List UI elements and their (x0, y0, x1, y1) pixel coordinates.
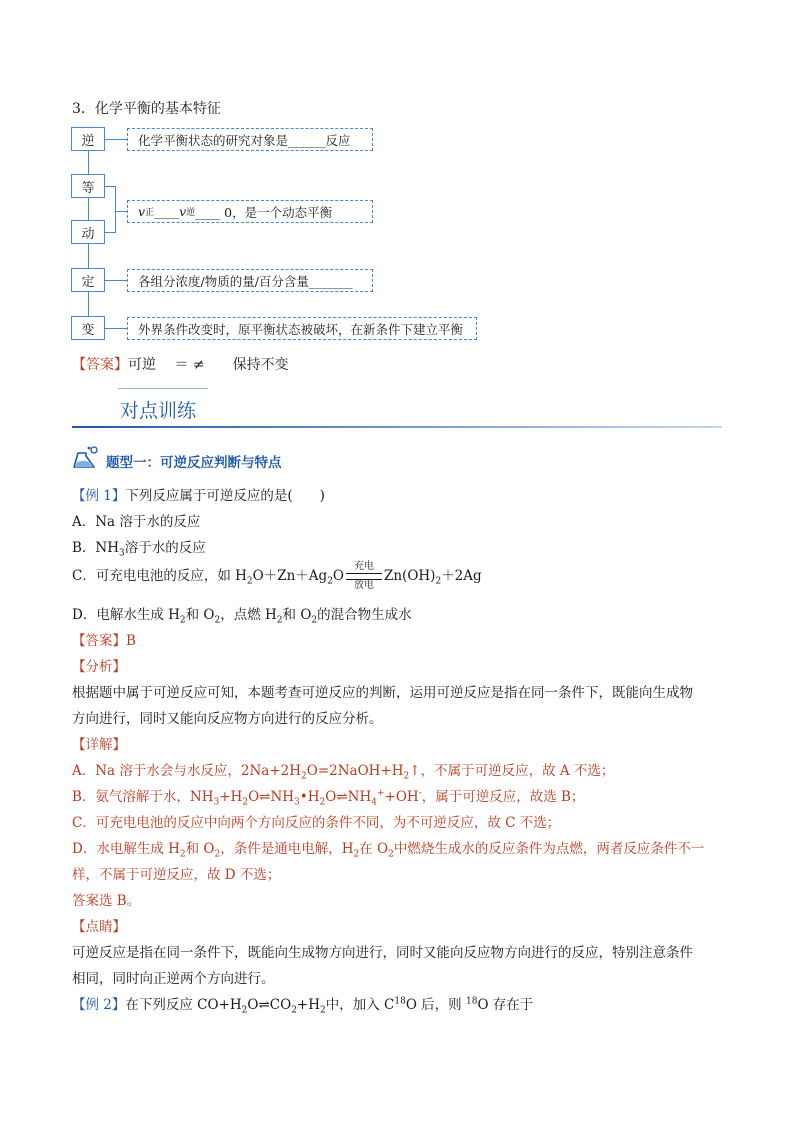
feature-row-dynamic: v 正 ____ v 逆 ____ 0，是一个动态平衡 (127, 200, 373, 223)
analysis-line-2: 方向进行，同时又能向反应物方向进行的反应分析。 (72, 711, 383, 727)
question-type-title: 题型一：可逆反应判断与特点 (106, 455, 282, 471)
charge-discharge-arrow: 充电 放电 (346, 562, 382, 591)
char-box-ding: 定 (71, 268, 105, 292)
analysis-label: 【分析】 (72, 659, 126, 675)
feature-row-change: 外界条件改变时，原平衡状态被破坏，在新条件下建立平衡 (127, 317, 477, 340)
detail-conclusion: 答案选 B。 (72, 893, 141, 909)
detail-d-line-2: 样，不属于可逆反应，故 D 不选； (72, 867, 281, 883)
section3-answer: 【答案】可逆 ＝ ≠ 保持不变 (72, 357, 289, 373)
char-box-ni: 逆 (71, 127, 105, 151)
option-d: D．电解水生成 $H_2$和 $O_2$，点燃 $H_2$和 $O_2$的混合物生成水 (72, 607, 412, 626)
option-c: C．可充电电池的反应，如 $H_2O+Zn+Ag_2O$ 充电 放电 $Zn(OH)_2+2Ag$ (72, 561, 482, 591)
example1-answer: 【答案】B (72, 633, 136, 649)
detail-b: B．氨气溶解于水，$NH_3+H_2O\rightleftharpoons NH_3•H_2O\rightleftharpoons NH_4^++OH^-$，属于可逆反应，故选 B； (72, 788, 585, 808)
detail-a: A．Na 溶于水会与水反应，$2Na+2H_2O=2NaOH+H_2↑$，不属于可逆反应，故 A 不选； (72, 763, 615, 782)
tip-line-1: 可逆反应是指在同一条件下，既能向生成物方向进行，同时又能向反应物方向进行的反应，特别注意条件 (72, 945, 693, 961)
tip-label: 【点睛】 (72, 919, 126, 935)
detail-d: D．水电解生成 $H_2$和 $O_2$，条件是通电电解，$H_2$在 $O_2$中燃烧生成水的反应条件为点燃，两者反应条件不一 (72, 841, 705, 860)
example2-question: 【例 2】在下列反应 $CO+H_2O\rightleftharpoons CO_2+H_2$中，加入 $C^{18}O$ 后，则 $^{18}$O 存在于 (72, 996, 534, 1016)
training-title: 对点训练 (120, 400, 197, 422)
analysis-line-1: 根据题中属于可逆反应可知，本题考查可逆反应的判断，运用可逆反应是指在同一条件下，既能向生成物 (72, 685, 693, 701)
feature-row-constant: 各组分浓度/物质的量/百分含量_______ (127, 269, 373, 292)
flask-icon (72, 445, 100, 471)
section-heading: 3．化学平衡的基本特征 (72, 101, 221, 117)
tip-line-2: 相同，同时向正逆两个方向进行。 (72, 971, 275, 987)
detail-label: 【详解】 (72, 737, 126, 753)
char-box-bian: 变 (71, 316, 105, 340)
detail-c: C．可充电电池的反应中向两个方向反应的条件不同，为不可逆反应，故 C 不选； (72, 815, 561, 831)
example1-question: 【例 1】下列反应属于可逆反应的是( ) (72, 488, 325, 504)
char-box-deng: 等 (71, 174, 105, 198)
option-b: B．$NH_3$溶于水的反应 (72, 540, 206, 559)
feature-row-reversible: 化学平衡状态的研究对象是______反应 (127, 128, 373, 151)
option-a: A．Na 溶于水的反应 (72, 514, 201, 530)
char-box-dong: 动 (71, 220, 105, 244)
